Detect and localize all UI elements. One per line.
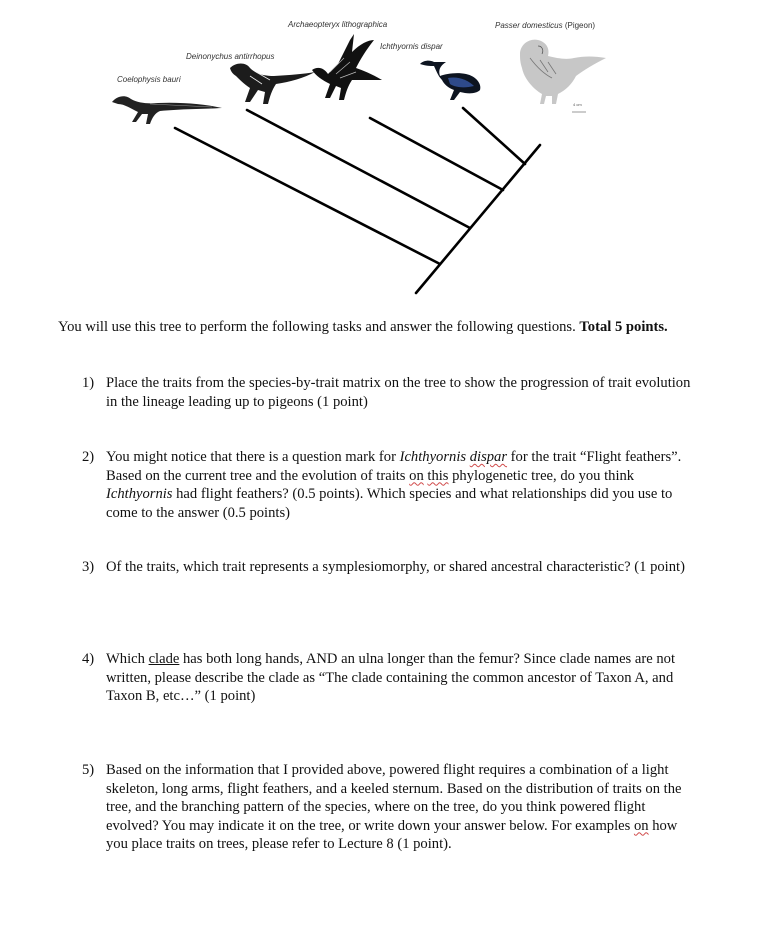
- q2-word-on: on: [409, 467, 424, 484]
- q4-part-2: has both long hands, AND an ulna longer than the femur? Since clade names are not written, please describe the clade as “The clade containing the common ancestor of Taxon A, and Taxon B, etc…” (1 point): [106, 651, 675, 704]
- question-number: 2): [82, 449, 95, 465]
- taxon-label-deinonychus: Deinonychus antirrhopus: [186, 52, 275, 61]
- intro-paragraph: [58, 318, 708, 337]
- question-5: [82, 761, 692, 854]
- phylogenetic-tree-figure: [0, 0, 764, 310]
- question-2: [82, 448, 692, 522]
- q5-part-2: how you place traits on trees, please refer to Lecture 8 (1 point).: [106, 817, 678, 852]
- deinonychus-silhouette: [230, 64, 315, 105]
- tree-trunk: [416, 145, 540, 293]
- ichthyornis-silhouette: [420, 61, 480, 100]
- q5-word-on: on: [633, 817, 649, 834]
- question-text: [106, 448, 692, 522]
- question-text: Place the traits from the species-by-trait matrix on the tree to show the progression of trait evolution in the lineage leading up to pigeons (1 point): [106, 375, 691, 410]
- q2-species-epithet: dispar: [469, 449, 508, 465]
- question-text: Of the traits, which trait represents a symplesiomorphy, or shared ancestral characteristic? (1 point): [106, 559, 685, 575]
- question-number: 4): [82, 651, 95, 667]
- question-3: [82, 558, 692, 577]
- question-text: [106, 650, 692, 706]
- q4-word-clade: clade: [148, 651, 180, 667]
- question-number: 1): [82, 375, 95, 391]
- q2-part-4: had flight feathers? (0.5 points). Which species and what relationships did you use to come to the answer (0.5 points): [106, 486, 673, 521]
- q2-part-1: You might notice that there is a question mark for: [106, 449, 400, 465]
- branch-ichthyornis: [463, 108, 525, 164]
- branch-coelophysis: [175, 128, 440, 264]
- branch-deinonychus: [247, 110, 470, 228]
- taxon-label-archaeopteryx: Archaeopteryx lithographica: [288, 20, 388, 29]
- q2-word-this: this: [427, 467, 449, 484]
- q2-genus: Ichthyornis: [106, 486, 173, 502]
- pigeon-silhouette: [520, 40, 606, 104]
- question-4: [82, 650, 692, 706]
- q5-part-1: Based on the information that I provided above, powered flight requires a combination of a light skeleton, long arms, flight feathers, and a keeled sternum. Based on the distribution of traits on the tree, and the branching pattern of the species, where on the tree, do you think powered flight evolved? You may indicate it on the tree, or write down your answer below. For examples: [106, 762, 682, 834]
- question-1: [82, 374, 692, 411]
- intro-total-points: Total 5 points.: [579, 319, 668, 335]
- passer-scientific-name: Passer domesticus: [495, 21, 563, 30]
- question-number: 3): [82, 559, 95, 575]
- q4-part-1: Which: [106, 651, 149, 667]
- taxon-label-ichthyornis: Ichthyornis dispar: [380, 42, 443, 51]
- archaeopteryx-silhouette: [312, 34, 382, 100]
- branch-archaeopteryx: [370, 118, 503, 190]
- q2-species-genus: Ichthyornis: [399, 449, 470, 465]
- q2-part-3: phylogenetic tree, do you think: [448, 467, 635, 484]
- scale-label: 4 cm: [573, 102, 582, 107]
- taxon-label-coelophysis: Coelophysis bauri: [117, 75, 181, 84]
- question-number: 5): [82, 762, 95, 778]
- coelophysis-silhouette: [112, 96, 222, 124]
- question-text: [106, 761, 692, 854]
- q2-part-2: for the trait “Flight feathers”. Based on the current tree and the evolution of traits: [106, 449, 682, 484]
- intro-text: You will use this tree to perform the following tasks and answer the following questions.: [58, 319, 580, 335]
- taxon-label-passer: [495, 21, 595, 30]
- passer-common-name: (Pigeon): [564, 21, 596, 30]
